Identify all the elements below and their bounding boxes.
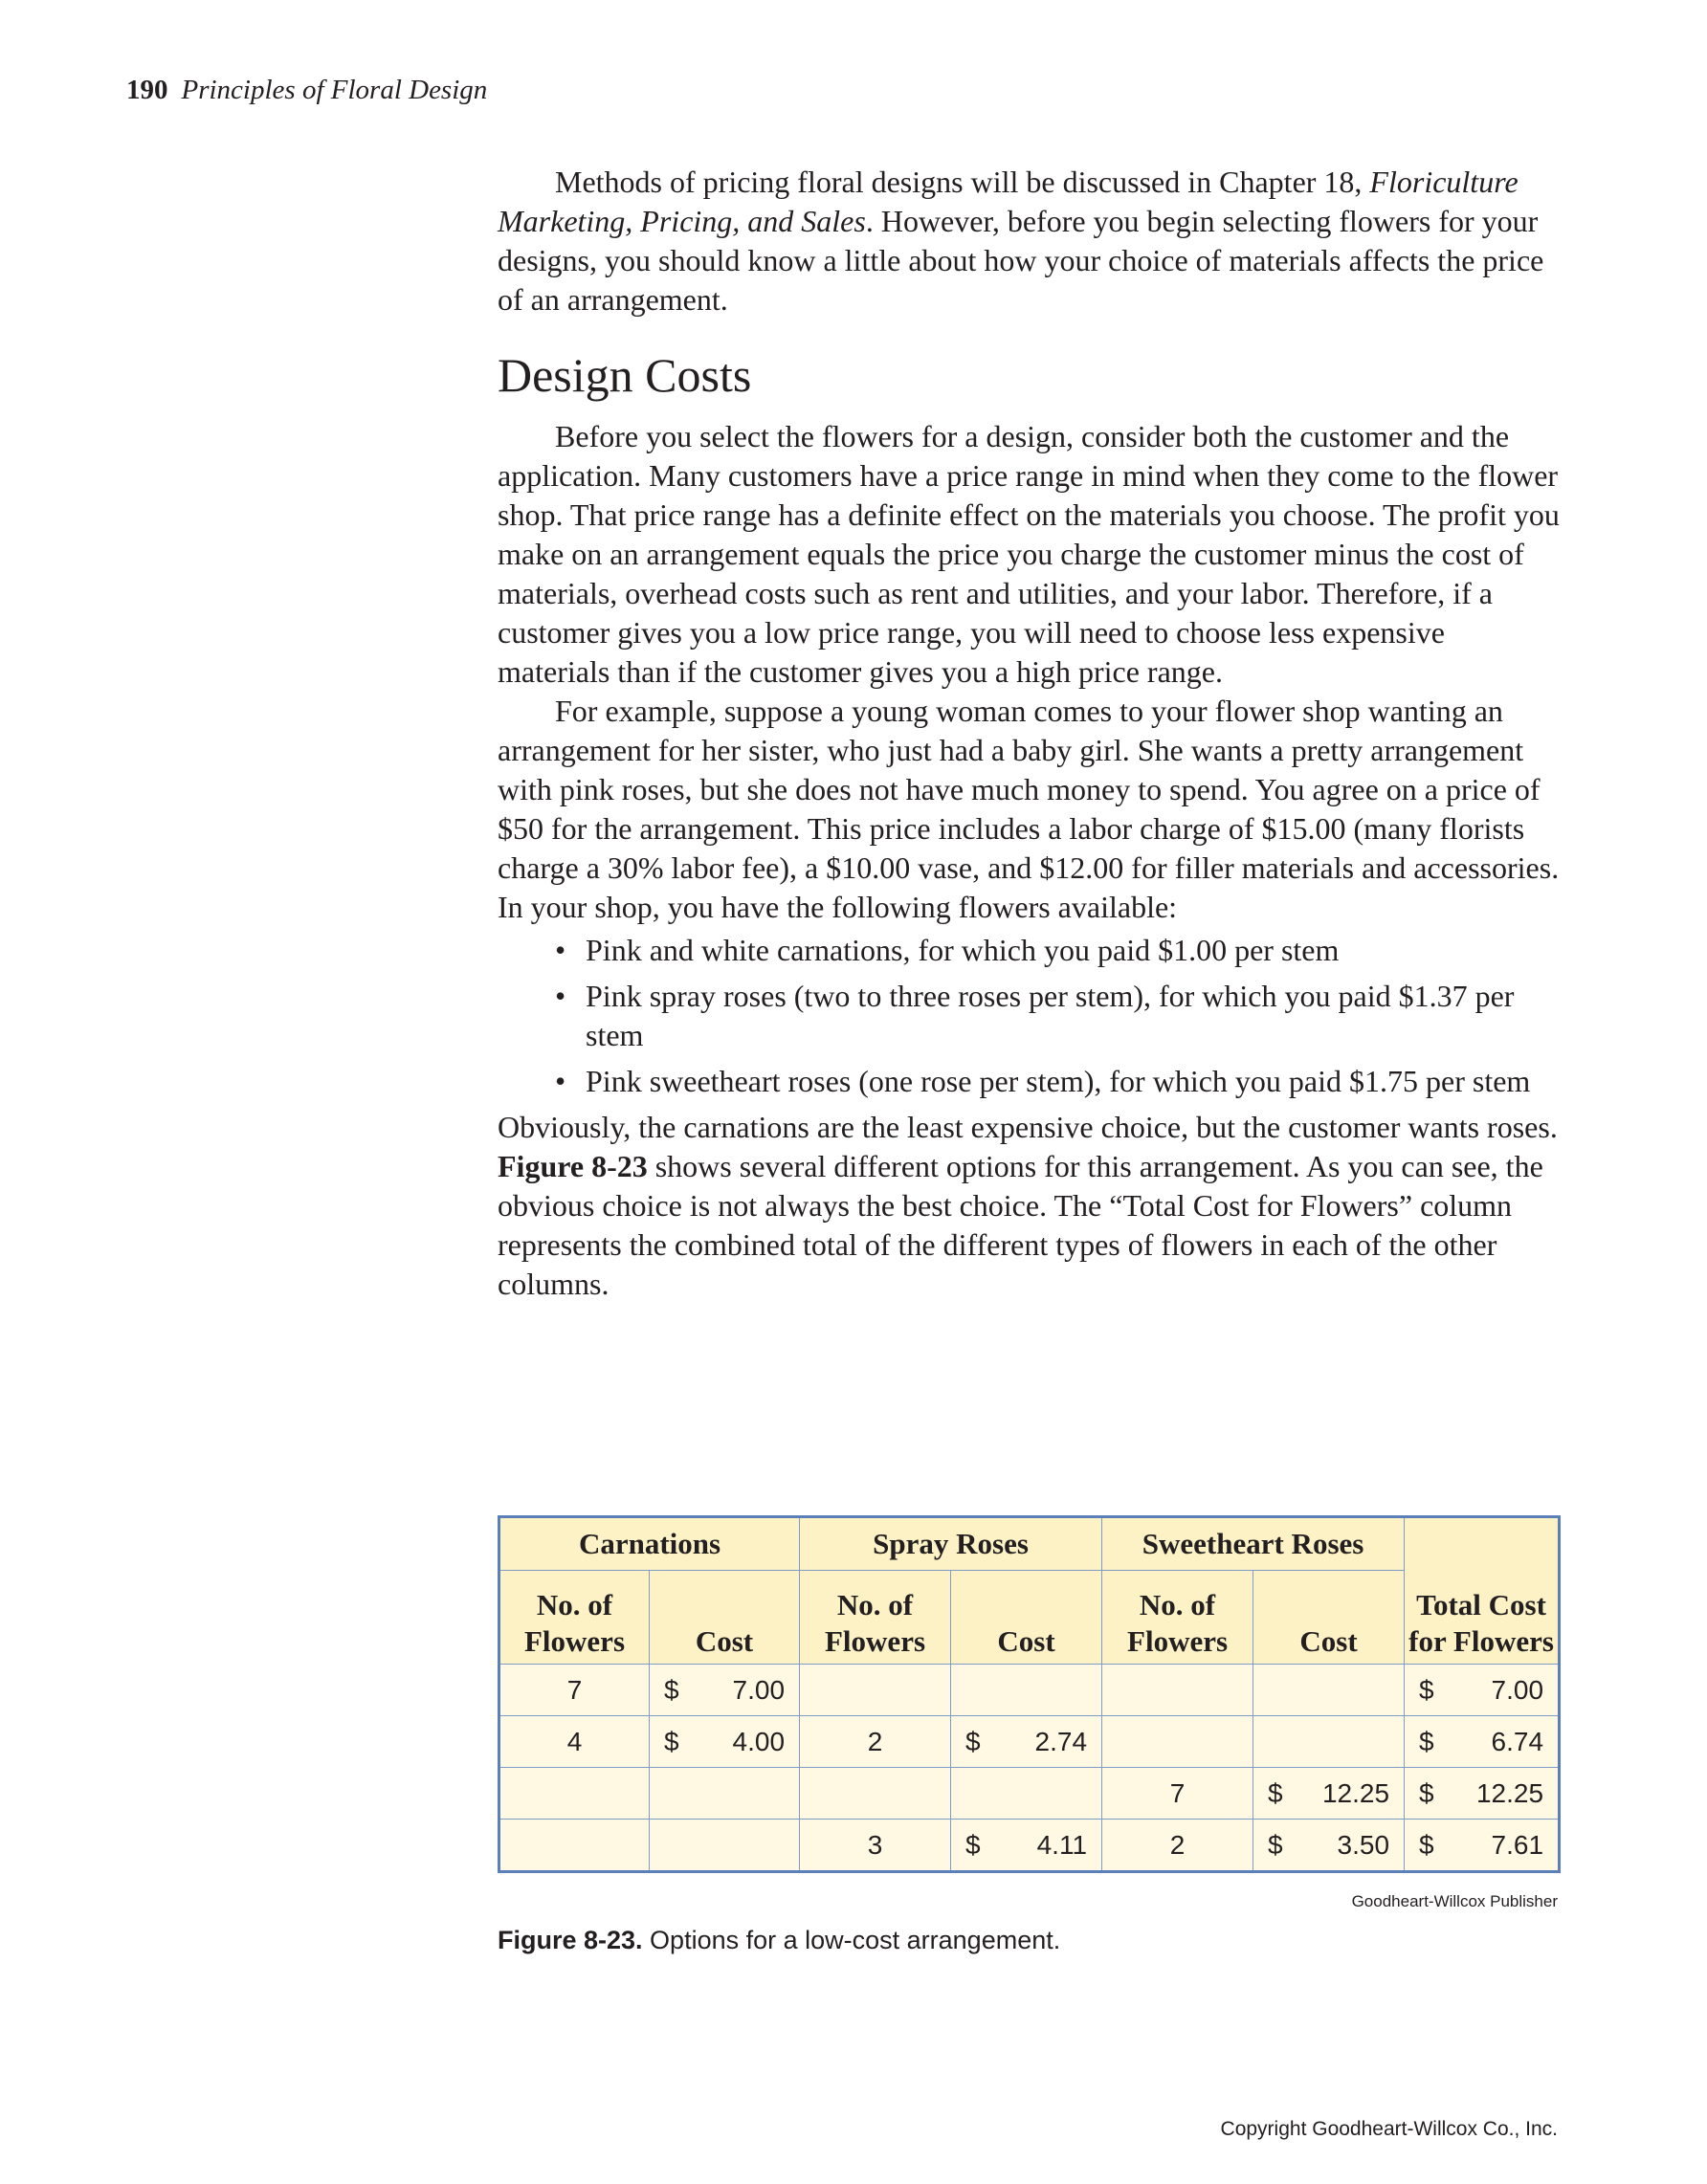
currency-symbol: $ [1419, 1726, 1434, 1756]
cost-cell [650, 1820, 800, 1872]
flower-count-cell [499, 1768, 650, 1820]
flower-count-cell: 7 [1102, 1768, 1253, 1820]
section-heading: Design Costs [498, 348, 752, 402]
amount: 3.50 [1337, 1829, 1390, 1860]
table-row [499, 1820, 1560, 1872]
column-header-cost: Cost [1253, 1571, 1405, 1665]
column-header-flowers: No. of Flowers [1102, 1571, 1253, 1665]
amount: 7.61 [1491, 1829, 1544, 1860]
paragraph-2: For example, suppose a young woman comes to your flower shop wanting an arrangement for her sister, who just had a baby girl. She wants a pretty arrangement with pink roses, but she does not have much money to spend. You agree on a price of $50 for the arrangement. This price includes a labor charge of $15.00 (many florists charge a 30% labor fee), a $10.00 vase, and $12.00 for filler materials and accessories. In your shop, you have the following flowers available: [498, 694, 1560, 924]
cost-cell [1253, 1768, 1405, 1820]
cost-cell [951, 1768, 1102, 1820]
column-header-flowers: No. of Flowers [499, 1571, 650, 1665]
amount: 4.11 [1036, 1829, 1088, 1860]
total-cost-cell [1405, 1716, 1560, 1768]
currency-symbol: $ [965, 1726, 981, 1756]
intro-paragraph [498, 163, 1560, 320]
amount: 2.74 [1034, 1726, 1088, 1756]
figure-reference: Figure 8-23 [498, 1149, 648, 1183]
amount: 6.74 [1491, 1726, 1544, 1756]
flower-count-cell [1102, 1665, 1253, 1716]
currency-symbol: $ [664, 1674, 679, 1705]
paragraph-3 [498, 1108, 1560, 1304]
figure-caption [498, 1926, 1060, 1955]
cost-cell [1253, 1820, 1405, 1872]
flower-list [498, 931, 1560, 1101]
cost-cell [1253, 1716, 1405, 1768]
table-row [499, 1665, 1560, 1716]
flower-count-cell [499, 1820, 650, 1872]
cost-cell [951, 1665, 1102, 1716]
intro-text-end: . However, before you begin selecting flowers for your designs, you should know a little about how your choice of materials affects the price of an arrangement. [498, 204, 1544, 317]
flower-count-cell [800, 1768, 951, 1820]
amount: 12.25 [1475, 1777, 1544, 1808]
para3-text-end: shows several different options for this arrangement. As you can see, the obvious choice is not always the best choice. The “Total Cost for Flowers” column represents the combined total of the different types of flowers in each of the other columns. [498, 1149, 1543, 1301]
list-item: • Pink sweetheart roses (one rose per stem), for which you paid $1.75 per stem [586, 1062, 1560, 1101]
cost-cell [951, 1716, 1102, 1768]
group-header-sweetheart-roses: Sweetheart Roses [1102, 1517, 1405, 1571]
currency-symbol: $ [1419, 1674, 1434, 1705]
cost-options-table [498, 1515, 1561, 1873]
book-title: Principles of Floral Design [181, 75, 488, 105]
running-head [126, 75, 487, 106]
currency-symbol: $ [1419, 1777, 1434, 1808]
currency-symbol: $ [1419, 1829, 1434, 1860]
column-header-cost: Cost [951, 1571, 1102, 1665]
copyright-notice: Copyright Goodheart-Willcox Co., Inc. [1220, 2118, 1558, 2140]
page-number: 190 [126, 75, 168, 105]
currency-symbol: $ [664, 1726, 679, 1756]
column-header-flowers: No. of Flowers [800, 1571, 951, 1665]
currency-symbol: $ [1268, 1777, 1283, 1808]
amount: 7.00 [732, 1674, 786, 1705]
currency-symbol: $ [1268, 1829, 1283, 1860]
flower-count-cell [800, 1665, 951, 1716]
total-cost-cell [1405, 1665, 1560, 1716]
list-item: • Pink spray roses (two to three roses per stem), for which you paid $1.37 per stem [586, 977, 1560, 1055]
cost-cell [650, 1716, 800, 1768]
body-column [498, 163, 1560, 1304]
total-cost-header: Total Cost for Flowers [1405, 1517, 1560, 1665]
currency-symbol: $ [965, 1829, 981, 1860]
chapter-title-ref: Floriculture Marketing, Pricing, and Sales [498, 165, 1519, 238]
caption-label: Figure 8-23. [498, 1926, 643, 1954]
intro-text-start: Methods of pricing floral designs will be discussed in Chapter 18, [555, 165, 1370, 199]
amount: 12.25 [1321, 1777, 1390, 1808]
group-header-carnations: Carnations [499, 1517, 800, 1571]
total-cost-cell [1405, 1820, 1560, 1872]
flower-count-cell: 2 [800, 1716, 951, 1768]
list-item: • Pink and white carnations, for which you paid $1.00 per stem [586, 931, 1560, 970]
cost-cell [650, 1665, 800, 1716]
caption-text: Options for a low-cost arrangement. [642, 1926, 1061, 1954]
flower-count-cell: 3 [800, 1820, 951, 1872]
flower-count-cell: 4 [499, 1716, 650, 1768]
group-header-spray-roses: Spray Roses [800, 1517, 1102, 1571]
figure-credit: Goodheart-Willcox Publisher [1351, 1892, 1558, 1910]
table-row [499, 1768, 1560, 1820]
cost-cell [1253, 1665, 1405, 1716]
amount: 4.00 [732, 1726, 786, 1756]
flower-count-cell [1102, 1716, 1253, 1768]
cost-cell [951, 1820, 1102, 1872]
para3-text-start: Obviously, the carnations are the least expensive choice, but the customer wants roses. [498, 1110, 1558, 1144]
column-header-cost: Cost [650, 1571, 800, 1665]
table-body [499, 1665, 1560, 1872]
flower-count-cell: 7 [499, 1665, 650, 1716]
total-cost-cell [1405, 1768, 1560, 1820]
flower-count-cell: 2 [1102, 1820, 1253, 1872]
cost-cell [650, 1768, 800, 1820]
paragraph-1: Before you select the flowers for a design, consider both the customer and the application. Many customers have a price range in mind when they come to the flower shop. That price range has a definite effect on the materials you choose. The profit you make on an arrangement equals the price you charge the customer minus the cost of materials, overhead costs such as rent and utilities, and your labor. Therefore, if a customer gives you a low price range, you will need to choose less expensive materials than if the customer gives you a high price range. [498, 419, 1560, 689]
table-row [499, 1716, 1560, 1768]
amount: 7.00 [1491, 1674, 1544, 1705]
